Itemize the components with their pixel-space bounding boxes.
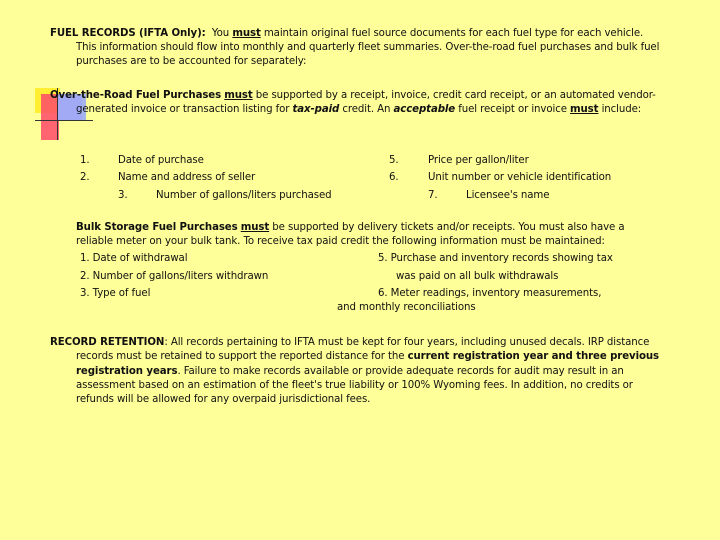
bulk-item-continued: was paid on all bulk withdrawals: [396, 271, 559, 282]
otr-item-num: 2.: [80, 172, 90, 183]
bulk-item: 1. Date of withdrawal: [80, 253, 188, 264]
otr-item-text: Number of gallons/liters purchased: [156, 190, 332, 201]
otr-item-num: 7.: [428, 190, 438, 201]
otr-item-num: 3.: [118, 190, 128, 201]
retention-line5: refunds will be allowed for any overpaid jurisdictional fees.: [76, 394, 371, 405]
bulk-item: 2. Number of gallons/liters withdrawn: [80, 271, 269, 282]
retention-line4: assessment based on an estimation of the fleet's true liability or 100% Wyoming fees. In addition, no credits or: [76, 380, 633, 391]
otr-line1: Over-the-Road Fuel Purchases must be supported by a receipt, invoice, credit card receipt, or an automated vendor-: [50, 90, 656, 101]
otr-item-text: Unit number or vehicle identification: [428, 172, 612, 183]
retention-line2: records must be retained to support the reported distance for the current registration year and three previous: [76, 351, 659, 362]
emphasis-must: must: [224, 90, 253, 101]
fuel-records-line2: This information should flow into monthly and quarterly fleet summaries. Over-the-road fuel purchases and bulk fuel: [76, 42, 660, 53]
retention-line3: registration years. Failure to make records available or provide adequate records for audit may result in an: [76, 366, 624, 377]
fuel-records-line3: purchases are to be accounted for separately:: [76, 56, 307, 67]
emphasis-must: must: [570, 104, 599, 115]
bulk-line1: Bulk Storage Fuel Purchases must be supported by delivery tickets and/or receipts. You must also have a: [76, 222, 625, 233]
otr-item-num: 1.: [80, 155, 90, 166]
bulk-heading: Bulk Storage Fuel Purchases: [76, 222, 238, 233]
decorative-line-horizontal: [35, 120, 93, 121]
emphasis-acceptable: acceptable: [393, 104, 456, 115]
emphasis-tax-paid: tax-paid: [292, 104, 340, 115]
emphasis-must: must: [232, 28, 261, 39]
fuel-records-line1: FUEL RECORDS (IFTA Only): You must maintain original fuel source documents for each fuel type for each vehicle.: [50, 28, 644, 39]
otr-item-text: Licensee's name: [466, 190, 550, 201]
bulk-item: 5. Purchase and inventory records showing tax: [378, 253, 613, 264]
bulk-item: 6. Meter readings, inventory measurements,: [378, 288, 602, 299]
otr-item-text: Date of purchase: [118, 155, 204, 166]
bulk-line2: reliable meter on your bulk tank. To receive tax paid credit the following information must be maintained:: [76, 236, 605, 247]
emphasis-must: must: [240, 222, 270, 233]
bulk-item-continued: and monthly reconciliations: [337, 302, 476, 313]
otr-item-text: Price per gallon/liter: [428, 155, 529, 166]
retention-heading: RECORD RETENTION: [50, 337, 165, 348]
retention-line1: RECORD RETENTION: All records pertaining to IFTA must be kept for four years, including unused decals. IRP distance: [50, 337, 650, 348]
otr-line2: generated invoice or transaction listing for tax-paid credit. An acceptable fuel receipt or invoice must include:: [76, 104, 642, 115]
otr-heading: Over-the-Road Fuel Purchases: [50, 90, 222, 101]
bulk-item: 3. Type of fuel: [80, 288, 151, 299]
otr-item-num: 5.: [389, 155, 399, 166]
otr-item-text: Name and address of seller: [118, 172, 256, 183]
fuel-records-heading: FUEL RECORDS (IFTA Only):: [50, 28, 206, 39]
otr-item-num: 6.: [389, 172, 399, 183]
